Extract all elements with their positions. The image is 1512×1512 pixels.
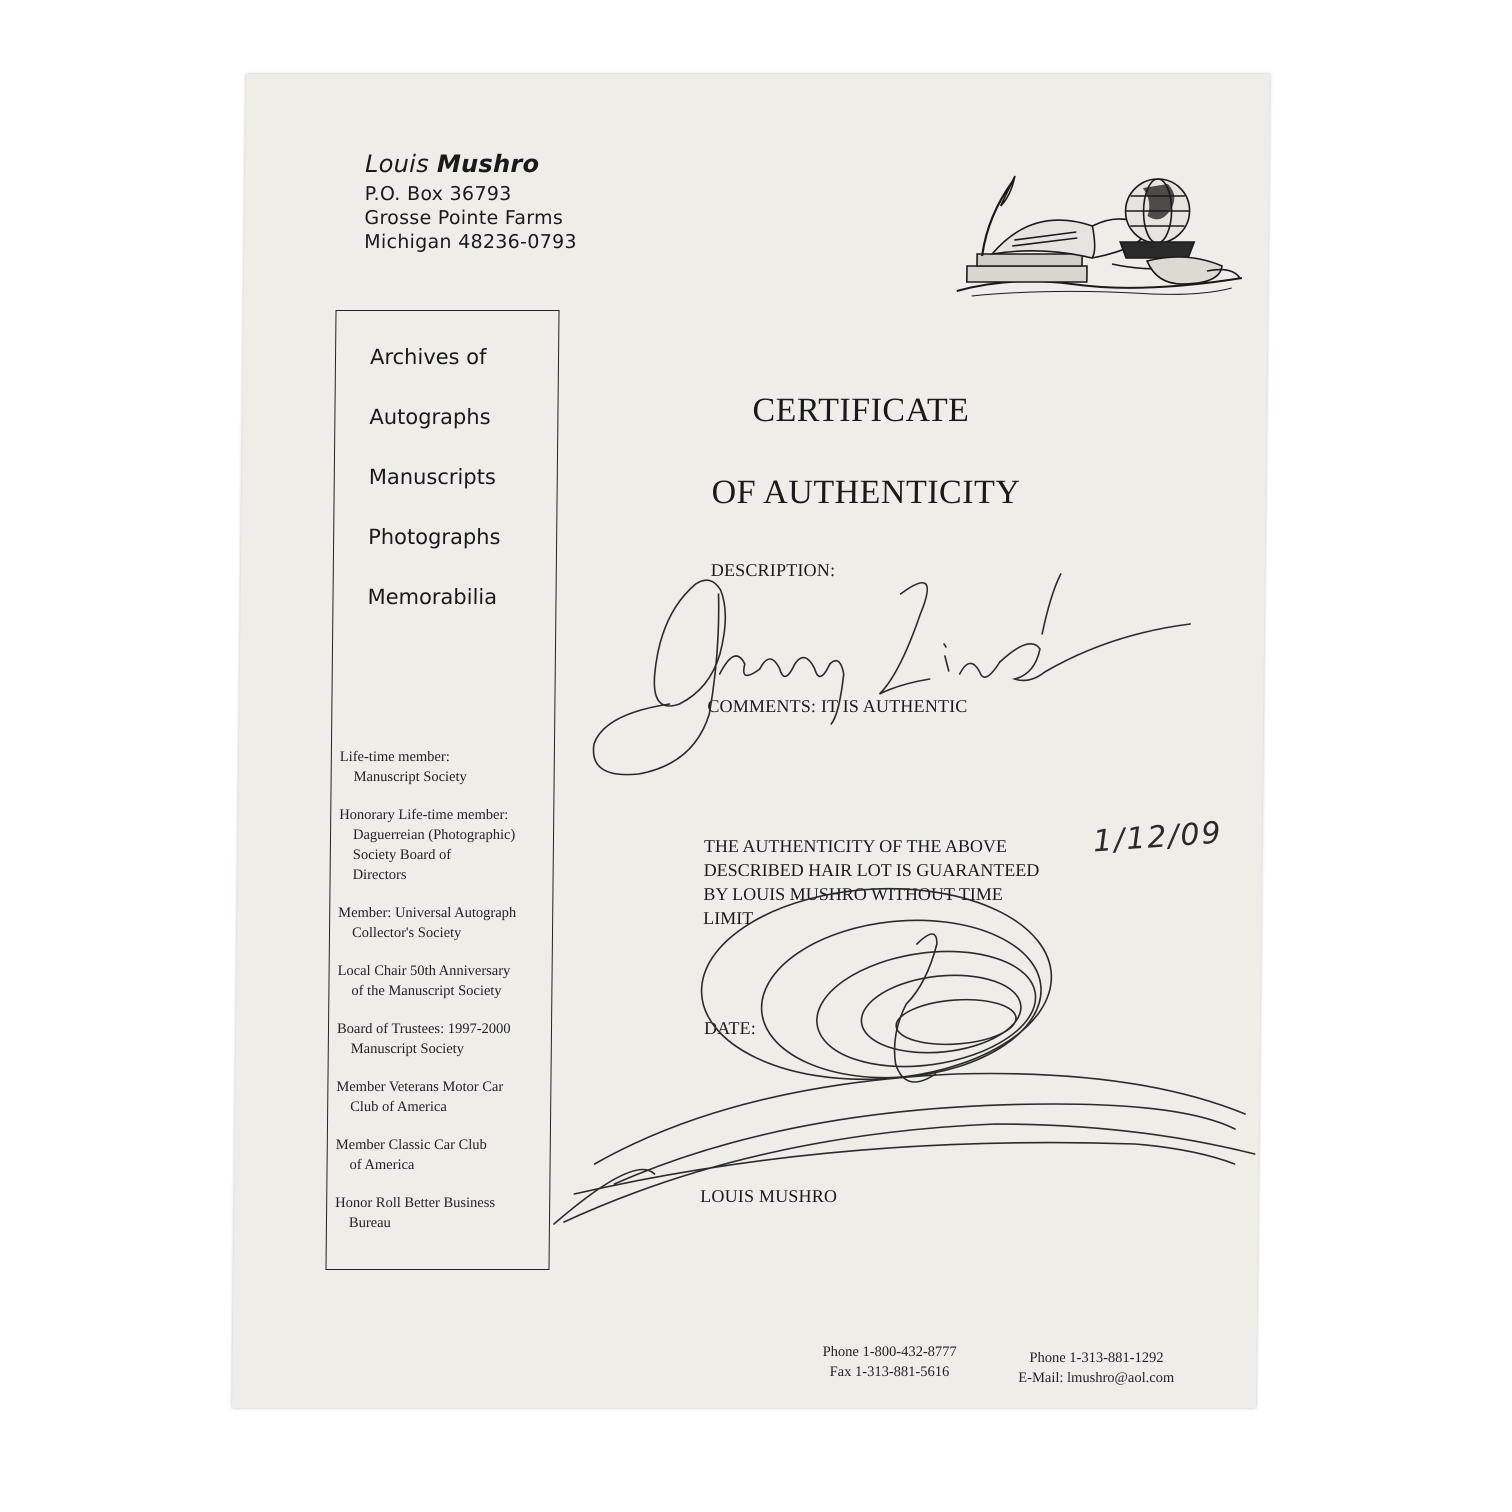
membership-line: Member: Universal Autograph <box>338 905 517 921</box>
jenny-lind-signature-icon <box>593 574 1191 775</box>
membership-line: Member Classic Car Club <box>335 1137 487 1153</box>
guarantee-line: THE AUTHENTICITY OF THE ABOVE <box>703 836 1008 856</box>
membership-line: of the Manuscript Society <box>351 983 502 999</box>
membership-line: Collector's Society <box>351 925 462 941</box>
guarantee-line: DESCRIBED HAIR LOT IS GUARANTEED <box>703 860 1040 880</box>
archives-item: Memorabilia <box>367 585 498 609</box>
certificate-title: CERTIFICATE <box>752 392 970 429</box>
membership-line: of America <box>349 1157 415 1173</box>
membership-entry <box>338 903 548 943</box>
address-line: Michigan 48236-0793 <box>364 231 577 253</box>
phone-number: Phone 1-800-432-8777 <box>822 1344 957 1360</box>
comments-label: COMMENTS: IT IS AUTHENTIC <box>707 696 968 716</box>
address-line: Grosse Pointe Farms <box>364 207 564 229</box>
louis-mushro-signature-icon <box>554 880 1258 1224</box>
contact-left <box>822 1342 957 1382</box>
guarantee-text <box>703 834 1104 930</box>
membership-line: Member Veterans Motor Car <box>336 1079 504 1095</box>
membership-entry <box>335 1135 545 1175</box>
address-line: P.O. Box 36793 <box>364 183 512 205</box>
archives-item: Archives of <box>369 345 487 369</box>
membership-line: Bureau <box>348 1215 391 1231</box>
globe-and-books-illustration-icon <box>952 166 1253 306</box>
fax-number: Fax 1-313-881-5616 <box>829 1364 950 1380</box>
membership-line: Local Chair 50th Anniversary <box>337 963 511 979</box>
sidebar-box <box>325 310 559 1270</box>
letterhead <box>364 148 578 254</box>
membership-line: Manuscript Society <box>350 1041 465 1057</box>
archives-item: Manuscripts <box>368 465 496 489</box>
membership-entry <box>337 1019 547 1059</box>
description-label: DESCRIPTION: <box>710 560 836 580</box>
membership-line: Honor Roll Better Business <box>335 1195 496 1211</box>
membership-entry <box>337 961 547 1001</box>
membership-line: Society Board of <box>352 847 452 863</box>
membership-line: Life-time member: <box>339 749 450 765</box>
email-address: E-Mail: lmushro@aol.com <box>1018 1370 1175 1386</box>
membership-line: Manuscript Society <box>353 769 467 785</box>
date-label: DATE: <box>703 1018 757 1038</box>
certificate-subtitle: OF AUTHENTICITY <box>711 474 1021 511</box>
guarantee-line: LIMIT <box>703 908 754 928</box>
guarantee-line: BY LOUIS MUSHRO WITHOUT TIME <box>703 884 1003 904</box>
certificate-page <box>232 74 1270 1408</box>
membership-line: Directors <box>352 867 407 883</box>
memberships-list <box>335 747 550 1251</box>
membership-entry <box>336 1077 546 1117</box>
membership-entry <box>339 805 550 885</box>
handwritten-date: 1/12/09 <box>1092 815 1224 860</box>
archives-list <box>367 345 502 645</box>
membership-line: Daguerreian (Photographic) <box>352 827 516 843</box>
membership-entry <box>340 747 550 787</box>
membership-line: Honorary Life-time member: <box>339 807 509 823</box>
letterhead-first-name: Louis <box>364 150 430 178</box>
letterhead-name <box>365 148 578 180</box>
membership-line: Board of Trustees: 1997-2000 <box>336 1021 511 1037</box>
archives-item: Autographs <box>369 405 491 429</box>
membership-entry <box>335 1193 545 1233</box>
membership-line: Club of America <box>350 1099 447 1115</box>
phone-number: Phone 1-313-881-1292 <box>1029 1350 1164 1366</box>
letterhead-last-name: Mushro <box>436 150 540 178</box>
signatory-name: LOUIS MUSHRO <box>700 1186 838 1206</box>
contact-right <box>1018 1348 1174 1388</box>
archives-item: Photographs <box>368 525 501 549</box>
